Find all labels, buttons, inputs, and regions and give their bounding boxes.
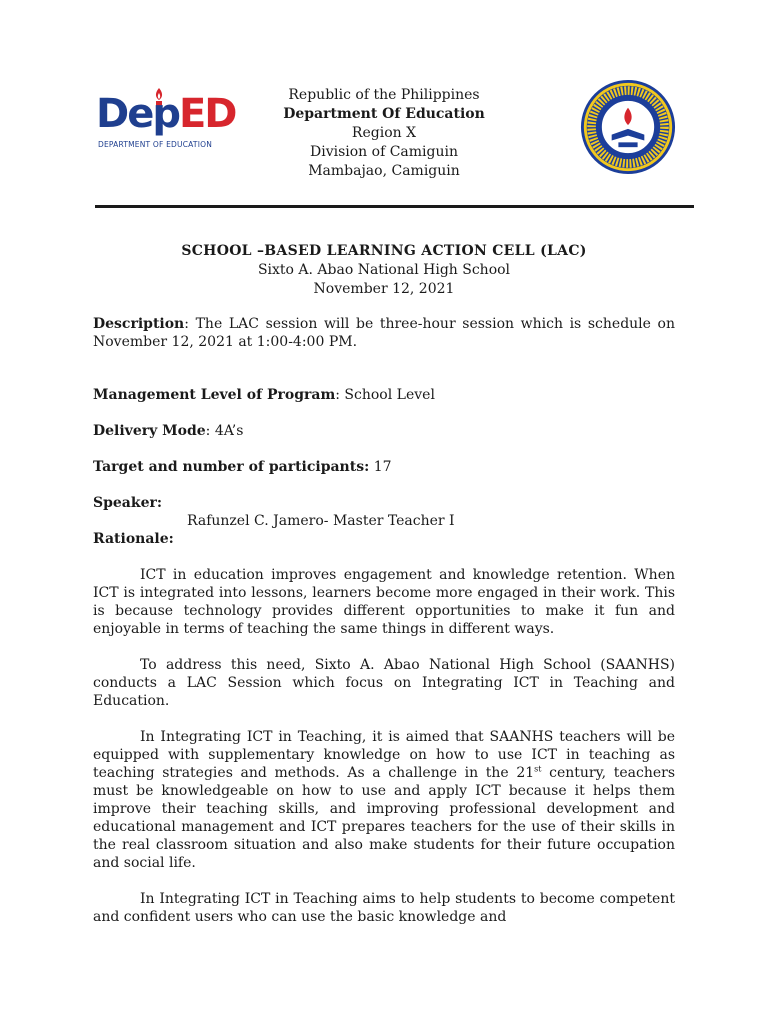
title-block <box>95 242 673 299</box>
rationale-paragraph-3: In Integrating ICT in Teaching, it is aimed that SAANHS teachers will be equipped with supplementary knowledge on how to use ICT in teaching as teaching strategies and methods. As a challenge in the 21st century, teachers must be knowledgeable on how to use and apply ICT because it helps them improve their teaching skills, and improving professional development and educational management and ICT prepares teachers for the use of their skills in the real classroom situation and also make students for their future occupation and social life. <box>93 729 676 871</box>
header-divider <box>95 205 694 208</box>
speaker-label: Speaker: <box>93 495 163 511</box>
deped-logo <box>96 86 236 156</box>
school-seal-icon <box>580 79 676 175</box>
deped-logo-subtitle: DEPARTMENT OF EDUCATION <box>98 140 213 149</box>
delivery-field: Delivery Mode: 4A’s <box>93 423 244 439</box>
document-date: November 12, 2021 <box>313 281 455 297</box>
speaker-value: Rafunzel C. Jamero- Master Teacher I <box>187 513 455 529</box>
municipality-line: Mambajao, Camiguin <box>308 163 460 179</box>
division-line: Division of Camiguin <box>310 144 458 160</box>
school-name: Sixto A. Abao National High School <box>257 262 511 278</box>
description-field: Description: The LAC session will be three-hour session which is schedule on November 12, 2021 at 1:00-4:00 PM. <box>93 316 675 350</box>
deped-wordmark: DepED <box>96 91 236 137</box>
rationale-paragraph-4: In Integrating ICT in Teaching aims to help students to become competent and confident users who can use the basic knowledge and <box>93 891 675 925</box>
document-body <box>93 315 675 926</box>
document-title: SCHOOL –BASED LEARNING ACTION CELL (LAC) <box>181 243 587 259</box>
target-field: Target and number of participants: 17 <box>93 459 392 475</box>
department-line: Department Of Education <box>283 106 485 122</box>
rationale-paragraph-1: ICT in education improves engagement and knowledge retention. When ICT is integrated into lessons, learners become more engaged in their work. This is because technology provides different opportunities to make it fun and enjoyable in terms of teaching the same things in different ways. <box>93 567 675 637</box>
rationale-paragraph-2: To address this need, Sixto A. Abao National High School (SAANHS) conducts a LAC Session which focus on Integrating ICT in Teaching and Education. <box>93 657 675 709</box>
letterhead-text <box>230 86 538 181</box>
region-line: Region X <box>351 125 417 141</box>
republic-line: Republic of the Philippines <box>288 87 480 103</box>
rationale-label: Rationale: <box>93 531 174 547</box>
management-field: Management Level of Program: School Level <box>93 387 435 403</box>
